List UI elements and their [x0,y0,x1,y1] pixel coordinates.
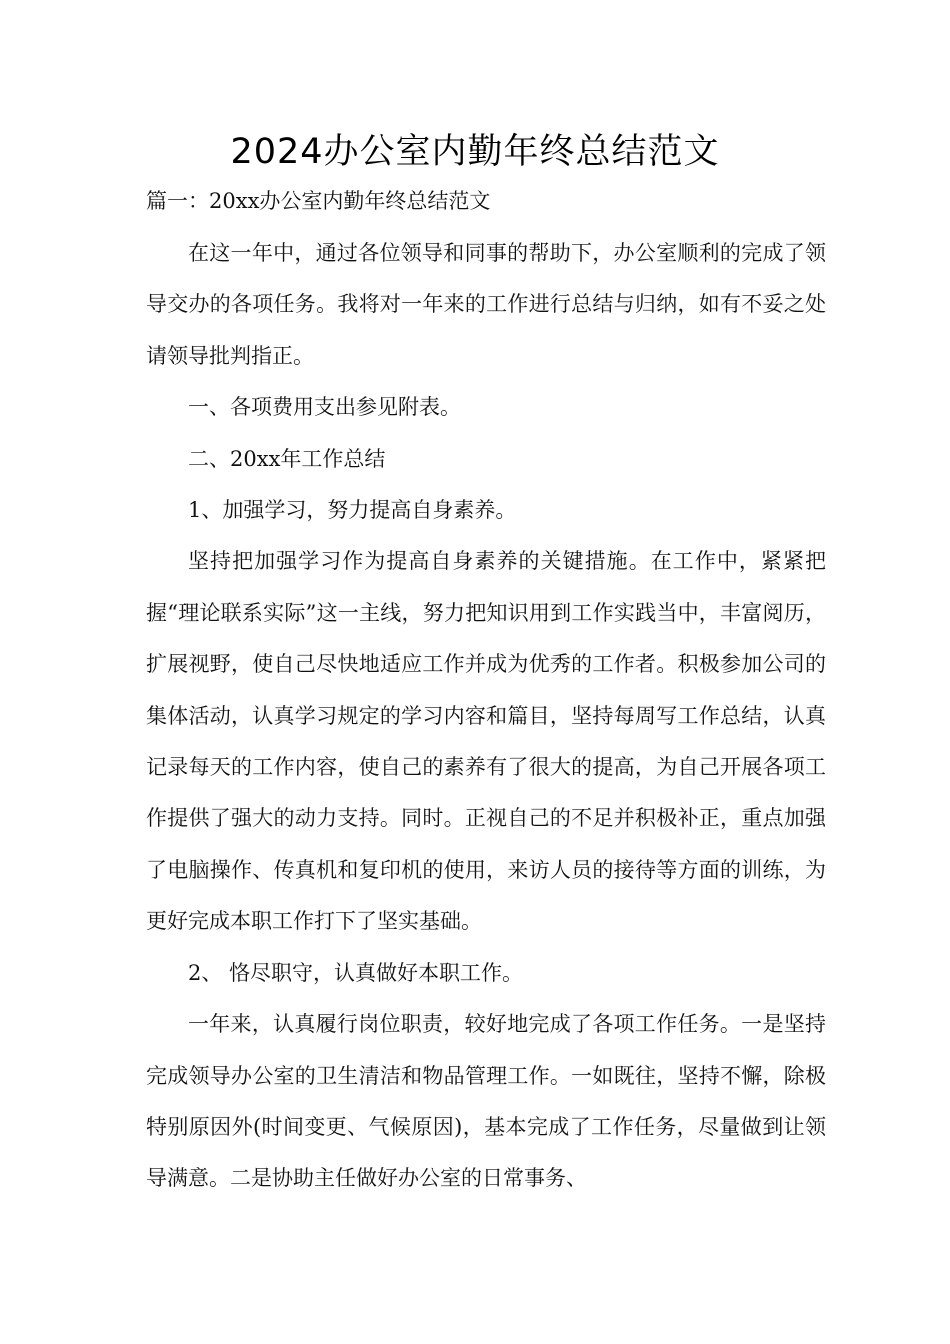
paragraph-item-1-body: 坚持把加强学习作为提高自身素养的关键措施。在工作中，紧紧把握“理论联系实际”这一主线，努力把知识用到工作实践当中，丰富阅历，扩展视野，使自己尽快地适应工作并成为优秀的工作者。积极参加公司的集体活动，认真学习规定的学习内容和篇目，坚持每周写工作总结，认真记录每天的工作内容，使自己的素养有了很大的提高，为自己开展各项工作提供了强大的动力支持。同时。正视自己的不足并积极补正，重点加强了电脑操作、传真机和复印机的使用，来访人员的接待等方面的训练，为更好完成本职工作打下了坚实基础。 [146,549,826,934]
paragraph-item-2-body: 一年来，认真履行岗位职责，较好地完成了各项工作任务。一是坚持完成领导办公室的卫生清洁和物品管理工作。一如既往，坚持不懈，除极特别原因外(时间变更、气候原因)，基本完成了工作任务，尽量做到让领导满意。二是协助主任做好办公室的日常事务、 [146,1012,826,1191]
paragraph-item-1-heading: 1、加强学习，努力提高自身素养。 [188,498,517,523]
document-subtitle: 篇一：20xx办公室内勤年终总结范文 [146,189,491,213]
paragraph-section-1: 一、各项费用支出参见附表。 [188,395,461,420]
paragraph-intro: 在这一年中，通过各位领导和同事的帮助下，办公室顺利的完成了领导交办的各项任务。我将对一年来的工作进行总结与归纳，如有不妥之处请领导批判指正。 [146,241,826,368]
paragraph-item-2-heading: 2、 恪尽职守，认真做好本职工作。 [188,960,524,985]
paragraph-section-2: 二、20xx年工作总结 [188,446,386,471]
document-title: 2024办公室内勤年终总结范文 [230,132,720,172]
document-body [146,228,826,1205]
